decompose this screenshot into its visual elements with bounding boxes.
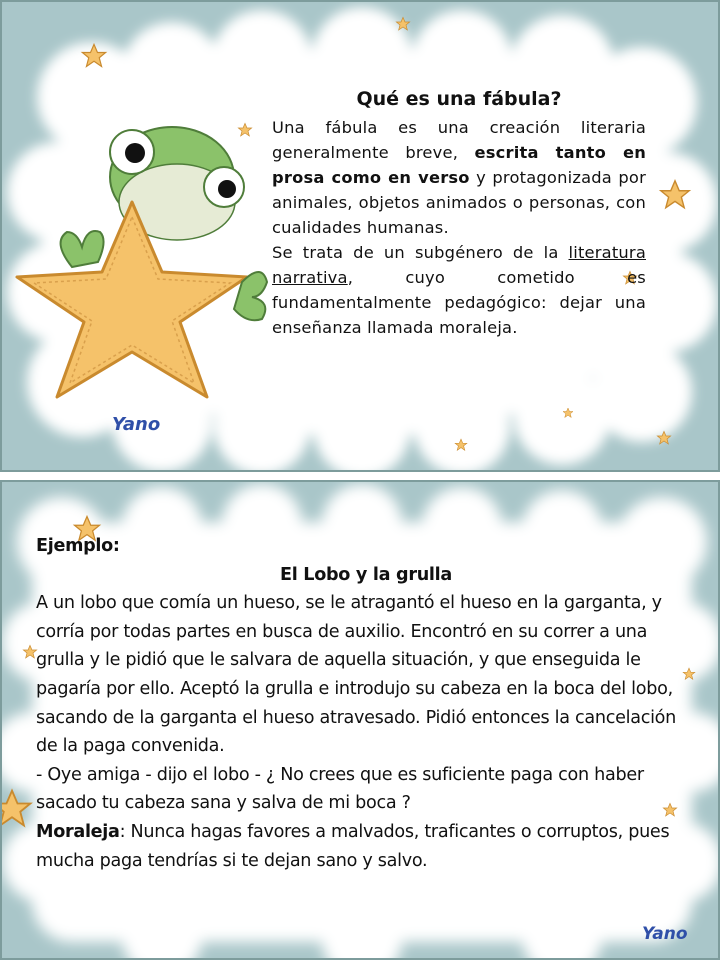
yano-logo: Yano: [642, 924, 688, 944]
story-paragraph: A un lobo que comía un hueso, se le atragantó el hueso en la garganta, y corría por todas partes en busca de auxilio. Encontró en su correr a una grulla y le pidió que le salvara de aquella situación, y que enseguida le pagaría por ello. Aceptó la grulla e introdujo su cabeza en la boca del lobo, sacando de la garganta el hueso atravesado. Pidió entonces la cancelación de la paga convenida.: [36, 593, 676, 757]
moral-text: : Nunca hagas favores a malvados, traficantes o corruptos, pues mucha paga tendrías si te dejan sano y salvo.: [36, 821, 670, 871]
example-heading: Ejemplo:: [36, 536, 120, 556]
moral-paragraph: [36, 818, 676, 875]
yano-logo: Yano: [112, 414, 161, 435]
literatura-narrativa-link[interactable]: literatura narrativa: [272, 243, 646, 287]
card-body: [272, 115, 646, 340]
moral-label: Moraleja: [36, 821, 120, 842]
small-star-icon: [395, 16, 411, 32]
subgenre-paragraph: Se trata de un subgénero de la literatura narrativa, cuyo cometido es fundamentalmente pedagógico: dejar una enseñanza llamada moraleja.: [272, 243, 646, 337]
dialogue-paragraph: - Oye amiga - dijo el lobo - ¿ No crees que es suficiente paga con haber sacado tu cabeza sana y salva de mi boca ?: [36, 764, 644, 814]
small-star-icon: [656, 430, 672, 446]
emphasis-text: escrita tanto en prosa como en verso: [272, 143, 647, 187]
small-star-icon: [0, 787, 34, 831]
small-star-icon: [80, 42, 108, 70]
small-star-icon: [454, 438, 468, 452]
small-star-icon: [562, 407, 574, 419]
story-title: El Lobo y la grulla: [280, 564, 452, 585]
card-title: Qué es una fábula?: [356, 88, 562, 110]
frog-illustration: [12, 107, 272, 407]
small-star-icon: [237, 122, 253, 138]
fable-definition-card: [0, 0, 720, 472]
small-star-icon: [682, 667, 696, 681]
small-star-icon: [658, 178, 692, 212]
definition-paragraph: Una fábula es una creación literaria generalmente breve, escrita tanto en prosa como en verso y protagonizada por animales, objetos animados o personas, con cualidades humanas.: [272, 118, 647, 237]
example-text: [36, 532, 676, 875]
